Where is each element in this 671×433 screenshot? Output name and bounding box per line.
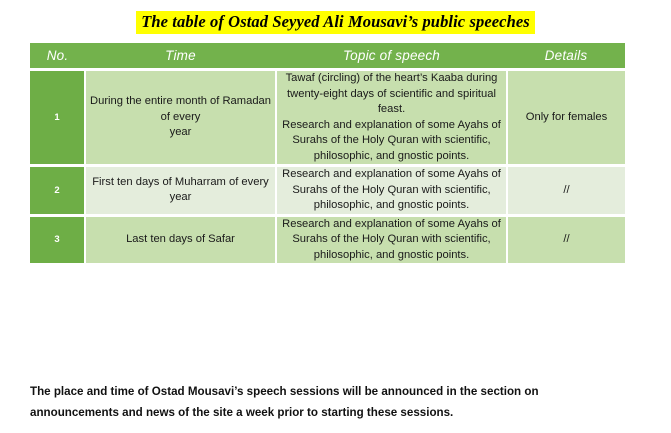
row-topic-cell: Research and explanation of some Ayahs of Surahs of the Holy Quran with scientific, philosophic, and gnostic points.	[276, 167, 507, 214]
row-time-cell: During the entire month of Ramadan of every year	[85, 71, 276, 164]
table-body	[30, 71, 625, 263]
row-topic-cell: Research and explanation of some Ayahs of Surahs of the Holy Quran with scientific, philosophic, and gnostic points.	[276, 217, 507, 264]
table-header-row	[30, 43, 625, 68]
column-header-topic: Topic of speech	[276, 43, 507, 68]
table-row	[30, 167, 625, 214]
column-header-time: Time	[85, 43, 276, 68]
table-header	[30, 43, 625, 71]
footer-note-line-1: The place and time of Ostad Mousavi’s speech sessions will be announced in the section on	[30, 385, 539, 398]
row-time-cell: First ten days of Muharram of every year	[85, 167, 276, 214]
page-title: The table of Ostad Seyyed Ali Mousavi’s public speeches	[136, 11, 535, 34]
table-row	[30, 71, 625, 164]
row-number-cell: 1	[30, 71, 85, 164]
column-header-details: Details	[507, 43, 625, 68]
row-details-cell: //	[507, 217, 625, 264]
row-details-cell: //	[507, 167, 625, 214]
row-topic-cell: Tawaf (circling) of the heart’s Kaaba during twenty-eight days of scientific and spiritual feast. Research and explanation of some Ayahs of Surahs of the Holy Quran with scientific, philosophic, and gnostic points.	[276, 71, 507, 164]
footer-note	[30, 381, 627, 423]
row-details-cell: Only for females	[507, 71, 625, 164]
row-time-cell: Last ten days of Safar	[85, 217, 276, 264]
document-title-container	[0, 11, 671, 34]
column-header-no: No.	[30, 43, 85, 68]
table-row	[30, 217, 625, 264]
speech-schedule-table	[30, 43, 625, 263]
row-number-cell: 3	[30, 217, 85, 264]
row-number-cell: 2	[30, 167, 85, 214]
footer-note-line-2: announcements and news of the site a week prior to starting these sessions.	[30, 406, 454, 419]
